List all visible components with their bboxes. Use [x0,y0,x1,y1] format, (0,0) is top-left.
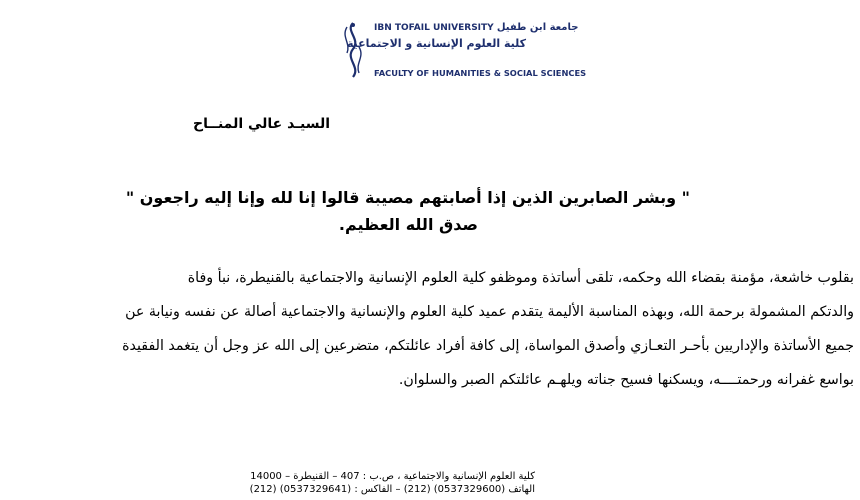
letter-footer [155,470,535,496]
quran-verse: " وبشر الصابرين الذين إذا أصابتهم مصيبة قالوا إنا لله وإنا إليه راجعون " [125,188,690,207]
logo-university-name [374,22,578,33]
footer-address: كلية العلوم الإنسانية والاجتماعية ، ص.ب : 407 – القنيطرة – 14000 [250,471,535,482]
faculty-logo [334,19,587,81]
logo-university-name-ar: جامعة ابن طفيل [496,22,579,33]
university-emblem-icon [339,21,367,79]
footer-phone: الهاتف (0537329600) (212) – الفاكس : (0537329641) (212) [249,484,535,495]
condolence-body [114,261,854,397]
letter-addressee: السيـد عالي المنــاح [193,116,330,132]
logo-faculty-name-ar: كلية العلوم الإنسانية و الاجتماعية [346,37,526,50]
logo-university-name-en: IBN TOFAIL UNIVERSITY [374,23,494,33]
logo-faculty-name-en: FACULTY OF HUMANITIES & SOCIAL SCIENCES [374,68,587,78]
verse-closing: صدق الله العظيم. [338,215,478,234]
body-line: بقلوب خاشعة، مؤمنة بقضاء الله وحكمه، تلقى أساتذة وموظفو كلية العلوم الإنسانية والاجتماعية بالقنيطرة، نبأ وفاة [187,270,854,286]
body-line: والدتكم المشمولة برحمة الله، وبهذه المناسبة الأليمة يتقدم عميد كلية العلوم والإنسانية والاجتماعية أصالة عن نفسه ونيابة عن [125,304,854,320]
body-line: بواسع غفرانه ورحمتــــه، ويسكنها فسيح جناته ويلهـم عائلتكم الصبر والسلوان. [398,372,854,388]
body-line: جميع الأساتذة والإداريين بأحـر التعـازي وأصدق المواساة، إلى كافة أفراد عائلتكم، متضرعين إلى الله عز وجل أن يتغمد الفقيدة [122,338,854,354]
